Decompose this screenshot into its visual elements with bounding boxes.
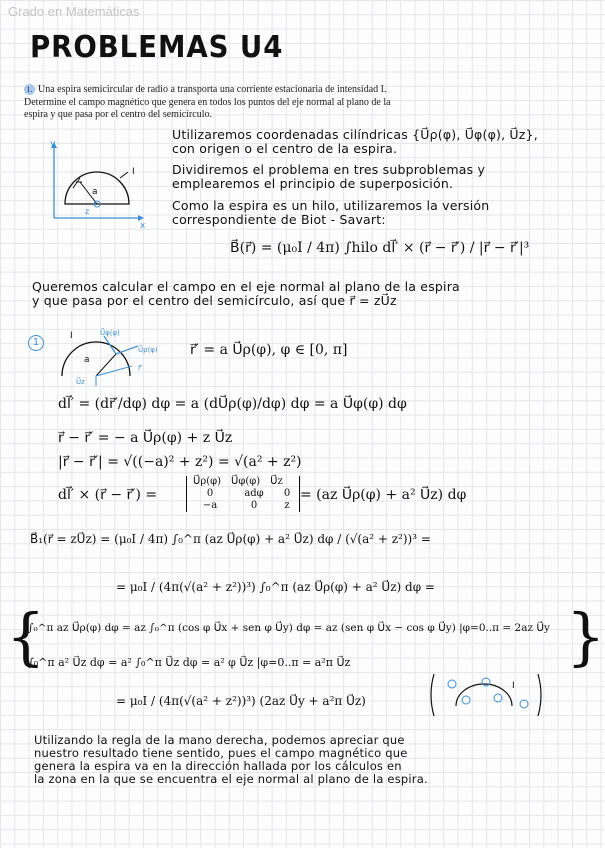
u-rho-arrow bbox=[116, 346, 138, 354]
field-dot-symbol bbox=[448, 680, 456, 688]
current-arrow bbox=[120, 172, 128, 178]
field-dot-symbol bbox=[462, 696, 470, 704]
axis-x-label: x bbox=[140, 221, 146, 231]
semicircle-arc bbox=[62, 342, 130, 376]
u-rho-label: U⃗ρ(φ) bbox=[138, 346, 158, 354]
matrix-cell: −a bbox=[202, 500, 218, 511]
matrix-cell: U⃗z bbox=[270, 476, 283, 487]
matrix-cell: adφ bbox=[244, 488, 264, 499]
matrix-cell: 0 bbox=[250, 500, 258, 511]
para3-line2: correspondiente de Biot - Savart: bbox=[172, 212, 386, 227]
matrix-cell: 0 bbox=[206, 488, 214, 499]
field-dot-symbol bbox=[482, 678, 490, 686]
norm-equation: |r⃗ − r⃗′| = √((−a)² + z²) = √(a² + z²) bbox=[58, 454, 302, 470]
problem-text: Una espira semicircular de radio a transporta una corriente estacionaria de intensidad I. Determine el campo magnético que genera en todos los puntos del eje normal al plano de la espira y que pasa por el centro del semicírculo. bbox=[24, 84, 391, 120]
para2-line2: emplearemos el principio de superposición. bbox=[172, 176, 454, 191]
parametrization-equation: r⃗′ = a U⃗ρ(φ), φ ∈ [0, π] bbox=[190, 342, 348, 358]
right-brace: } bbox=[566, 600, 605, 673]
u-phi-arrow bbox=[104, 336, 116, 354]
integral-2: ∫₀^π a² U⃗z dφ = a² ∫₀^π U⃗z dφ = a² φ U⃗z |φ=0..π = a²π U⃗z bbox=[28, 656, 351, 669]
b1-result: = μ₀I / (4π(√(a² + z²))³) (2az U⃗y + a²π U⃗z) bbox=[116, 694, 366, 708]
matrix-cell: U⃗φ(φ) bbox=[231, 476, 261, 487]
integral-1: ∫₀^π az U⃗ρ(φ) dφ = az ∫₀^π (cos φ U⃗x + sen φ U⃗y) dφ = az (sen φ U⃗x − cos φ U⃗y) |φ=0..π = 2az U⃗y bbox=[28, 622, 550, 634]
subproblem-number: 1 bbox=[28, 335, 44, 351]
mini-current-label: I bbox=[512, 681, 515, 691]
matrix-row bbox=[193, 476, 293, 488]
cross-product-label: dl⃗′ × (r⃗ − r⃗′) = bbox=[58, 487, 158, 503]
matrix-cell: U⃗ρ(φ) bbox=[193, 476, 222, 487]
semicircle-vectors-diagram bbox=[56, 326, 176, 388]
cross-product-result: = (az U⃗ρ(φ) + a² U⃗z) dφ bbox=[300, 487, 467, 503]
conclusion-line4: la zona en la que se encuentra el eje normal al plano de la espira. bbox=[34, 772, 428, 786]
conclusion-line2: nuestro resultado tiene sentido, pues el campo magnético que bbox=[34, 746, 408, 760]
r-prime-label: r⃗′ bbox=[138, 364, 143, 372]
para2-line1: Dividiremos el problema en tres subproblemas y bbox=[172, 162, 486, 177]
problem-statement bbox=[24, 84, 396, 122]
para1-line2: con origen o el centro de la espira. bbox=[172, 141, 398, 156]
difference-equation: r⃗ − r⃗′ = − a U⃗ρ(φ) + z U⃗z bbox=[58, 430, 233, 446]
field-dot-symbol bbox=[520, 700, 528, 708]
para3-line1: Como la espira es un hilo, utilizaremos la versión bbox=[172, 198, 490, 213]
b1-equation-line2: = μ₀I / (4π(√(a² + z²))³) ∫₀^π (az U⃗ρ(φ) + a² U⃗z) dφ = bbox=[116, 580, 435, 594]
matrix-row bbox=[193, 500, 293, 512]
determinant-matrix bbox=[186, 476, 300, 512]
watermark: Grado en Matemáticas bbox=[8, 4, 140, 19]
z-label: z bbox=[85, 207, 90, 216]
right-paren-curve bbox=[538, 674, 541, 716]
matrix-row bbox=[193, 488, 293, 500]
para1-line1: Utilizaremos coordenadas cilíndricas {U⃗ρ(φ), U⃗φ(φ), U⃗z}, bbox=[172, 127, 538, 142]
field-direction-diagram bbox=[426, 670, 546, 720]
u-z-label: U⃗z bbox=[76, 378, 85, 386]
left-brace: { bbox=[6, 600, 46, 673]
diagram2-radius-label: a bbox=[84, 355, 90, 365]
diagram2-current-label: I bbox=[70, 331, 73, 341]
problem-number-badge: 1. bbox=[24, 84, 35, 95]
current-label: I bbox=[132, 167, 135, 177]
u-phi-label: U⃗φ(φ) bbox=[100, 329, 120, 337]
field-dot-symbol bbox=[494, 694, 502, 702]
para4-line2: y que pasa por el centro del semicírculo, así que r⃗ = zU⃗z bbox=[32, 293, 397, 308]
conclusion-line1: Utilizando la regla de la mano derecha, podemos apreciar que bbox=[34, 733, 405, 747]
conclusion-line3: genera la espira va en la dirección hallada por los cálculos en bbox=[34, 759, 402, 773]
axes-semicircle-diagram bbox=[40, 138, 160, 230]
left-paren-curve bbox=[431, 674, 434, 716]
semicircle-sketch bbox=[456, 684, 512, 706]
dl-equation: dl⃗′ = (dr⃗′/dφ) dφ = a (dU⃗ρ(φ)/dφ) dφ = a U⃗φ(φ) dφ bbox=[58, 396, 407, 412]
matrix-cell: z bbox=[284, 500, 290, 511]
para4-line1: Queremos calcular el campo en el eje normal al plano de la espira bbox=[32, 279, 460, 294]
biot-savart-formula: B⃗(r⃗) = (μ₀I / 4π) ∫hilo dl⃗′ × (r⃗ − r⃗′) / |r⃗ − r⃗′|³ bbox=[230, 240, 530, 256]
page-title: PROBLEMAS U4 bbox=[30, 30, 284, 65]
b1-equation-line1: B⃗₁(r⃗ = zU⃗z) = (μ₀I / 4π) ∫₀^π (az U⃗ρ(φ) + a² U⃗z) dφ / (√(a² + z²))³ = bbox=[30, 532, 431, 546]
r-prime-vector bbox=[96, 366, 132, 376]
radius-label: a bbox=[92, 187, 98, 197]
matrix-cell: 0 bbox=[283, 488, 291, 499]
radius-vector-line bbox=[96, 354, 116, 376]
axis-y-label: y bbox=[50, 139, 56, 149]
